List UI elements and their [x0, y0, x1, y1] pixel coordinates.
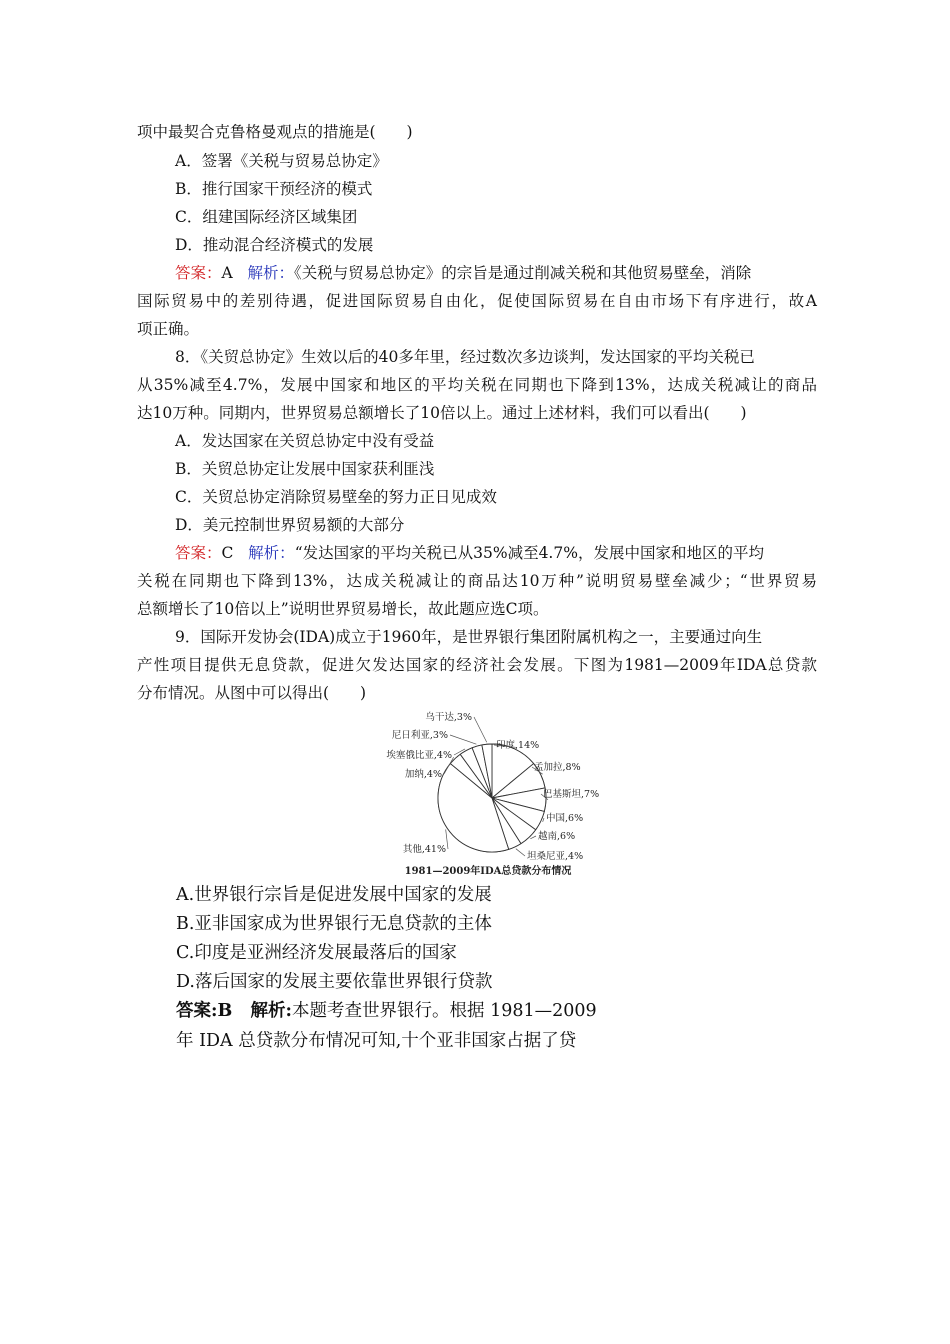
pie-slice-label: 其他,41% — [402, 844, 446, 855]
pie-slice-label: 尼日利亚,3% — [391, 730, 448, 741]
answer-value: C — [221, 544, 234, 562]
pie-slice-label: 孟加拉,8% — [534, 762, 581, 773]
q7-option-d: D．推动混合经济模式的发展 — [175, 236, 374, 254]
pie-slice-label: 埃塞俄比亚,4% — [386, 750, 452, 761]
answer-value: A — [221, 264, 233, 282]
q8-option-d: D．美元控制世界贸易额的大部分 — [175, 516, 405, 534]
q9-answer-line — [176, 998, 597, 1024]
q8-option-b: B．关贸总协定让发展中国家获利匪浅 — [175, 460, 435, 478]
analysis-text: 《关税与贸易总协定》的宗旨是通过削减关税和其他贸易壁垒，消除 — [294, 264, 752, 282]
q8-stem-line-1: 8．《关贸总协定》生效以后的40多年里，经过数次多边谈判，发达国家的平均关税已 — [175, 348, 755, 366]
q8-option-c: C．关贸总协定消除贸易壁垒的努力正日见成效 — [175, 488, 497, 506]
pie-leader-line — [474, 717, 487, 742]
pie-leader-line — [446, 829, 448, 849]
analysis-text: “发达国家的平均关税已从35%减至4.7%，发展中国家和地区的平均 — [294, 544, 764, 562]
q9-option-a: A.世界银行宗旨是促进发展中国家的发展 — [176, 885, 492, 905]
q9-analysis-line-2: 年 IDA 总贷款分布情况可知,十个亚非国家占据了贷 — [176, 1031, 577, 1051]
q8-answer-line — [175, 542, 764, 564]
q9-option-c: C.印度是亚洲经济发展最落后的国家 — [176, 943, 457, 963]
q7-option-b: B．推行国家干预经济的模式 — [175, 180, 373, 198]
ida-loan-pie-chart — [370, 704, 630, 880]
pie-slice-label: 加纳,4% — [404, 769, 442, 780]
q8-stem-line-2: 从35%减至4.7%，发展中国家和地区的平均关税在同期也下降到13%，达成关税减让的商品 — [137, 376, 817, 394]
answer-value: B — [217, 1001, 233, 1021]
pie-slice-label: 印度,14% — [496, 740, 540, 751]
q7-option-a: A．签署《关税与贸易总协定》 — [175, 152, 388, 170]
q9-stem-line-1: 9．国际开发协会(IDA)成立于1960年，是世界银行集团附属机构之一，主要通过向生 — [175, 628, 763, 646]
q8-analysis-line-3: 总额增长了10倍以上”说明世界贸易增长，故此题应选C项。 — [137, 600, 549, 618]
q9-stem-line-2: 产性项目提供无息贷款，促进欠发达国家的经济社会发展。下图为1981—2009年IDA总贷款 — [137, 656, 817, 674]
analysis-label: 解析： — [247, 264, 295, 282]
pie-leader-line — [530, 836, 536, 839]
answer-label: 答案： — [175, 264, 222, 282]
pie-slice-label: 乌干达,3% — [425, 712, 472, 723]
pie-slice-label: 中国,6% — [546, 813, 584, 824]
pie-leader-line — [516, 849, 525, 856]
pie-slice-label: 越南,6% — [538, 831, 576, 842]
pie-slice-label: 坦桑尼亚,4% — [527, 851, 584, 862]
q8-stem-line-3: 达10万种。同期内，世界贸易总额增长了10倍以上。通过上述材料，我们可以看出( ) — [137, 404, 747, 422]
q7-analysis-line-3: 项正确。 — [137, 320, 200, 338]
q9-option-d: D.落后国家的发展主要依靠世界银行贷款 — [176, 972, 493, 992]
q8-analysis-line-2: 关税在同期也下降到13%，达成关税减让的商品达10万种”说明贸易壁垒减少；“世界贸易 — [137, 572, 817, 590]
pie-chart-title: 1981—2009年IDA总贷款分布情况 — [404, 866, 572, 877]
q9-option-b: B.亚非国家成为世界银行无息贷款的主体 — [176, 914, 492, 934]
pie-slice-label: 巴基斯坦,7% — [543, 789, 600, 800]
pie-leader-line — [543, 818, 544, 822]
q7-analysis-line-2: 国际贸易中的差别待遇，促进国际贸易自由化，促使国际贸易在自由市场下有序进行，故A — [137, 292, 817, 310]
analysis-label: 解析: — [250, 1001, 293, 1021]
answer-label: 答案: — [176, 1001, 218, 1021]
analysis-text: 本题考查世界银行。根据 1981—2009 — [292, 1001, 597, 1021]
pie-leader-line — [450, 735, 476, 744]
q7-option-c: C．组建国际经济区域集团 — [175, 208, 358, 226]
q7-answer-line — [175, 262, 751, 284]
answer-label: 答案： — [175, 544, 222, 562]
q9-stem-line-3: 分布情况。从图中可以得出( ) — [137, 684, 367, 702]
analysis-label: 解析： — [248, 544, 295, 562]
q7-stem-end: 项中最契合克鲁格曼观点的措施是( ) — [137, 123, 413, 141]
q8-option-a: A．发达国家在关贸总协定中没有受益 — [175, 432, 435, 450]
